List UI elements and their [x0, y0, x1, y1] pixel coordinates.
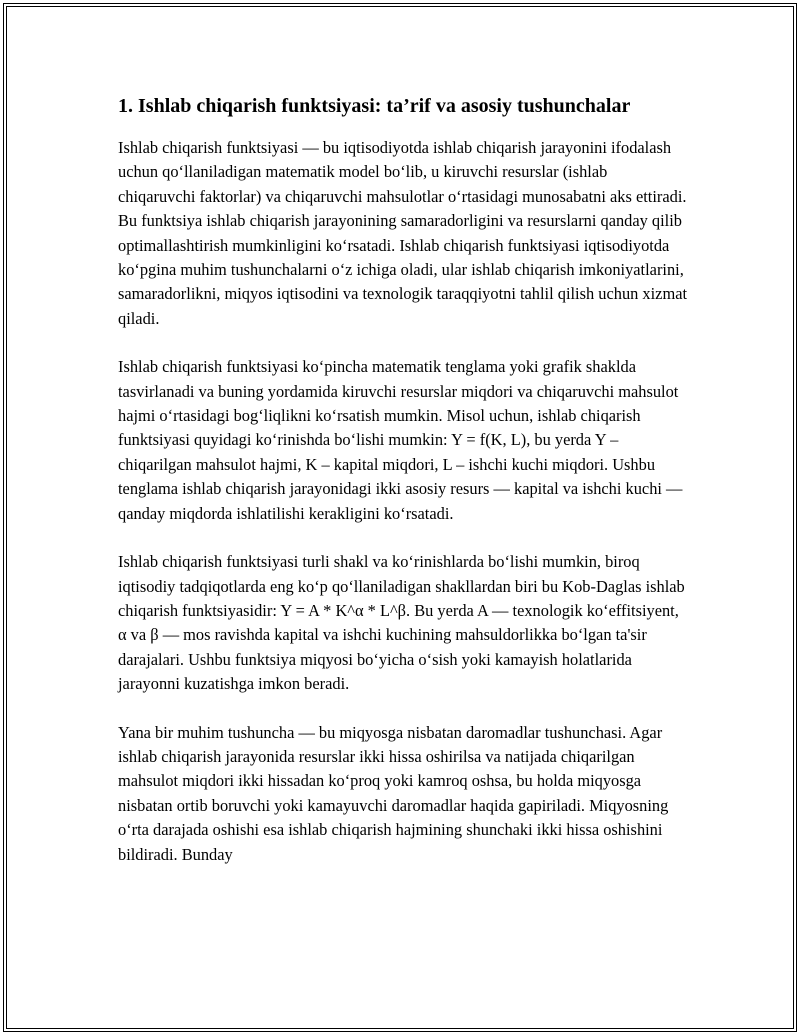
document-body	[118, 92, 688, 891]
paragraph-3: Ishlab chiqarish funktsiyasi turli shakl va ko‘rinishlarda bo‘lishi mumkin, biroq iqtisodiy tadqiqotlarda eng ko‘p qo‘llaniladigan shakllardan biri bu Kob-Daglas ishlab chiqarish funktsiyasidir: Y = A * K^α * L^β. Bu yerda A — texnologik ko‘effitsiyent, α va β — mos ravishda kapital va ishchi kuchining mahsuldorlikka bo‘lgan ta'sir darajalari. Ushbu funktsiya miqyosi bo‘yicha o‘sish yoki kamayish holatlarida jarayonni kuzatishga imkon beradi.	[118, 552, 685, 694]
section-heading: 1. Ishlab chiqarish funktsiyasi: ta’rif va asosiy tushunchalar	[118, 95, 631, 117]
paragraph-1: Ishlab chiqarish funktsiyasi — bu iqtisodiyotda ishlab chiqarish jarayonini ifodalash uchun qo‘llaniladigan matematik model bo‘lib, u kiruvchi resurslar (ishlab chiqaruvchi faktorlar) va chiqaruvchi mahsulotlar o‘rtasidagi munosabatni aks ettiradi. Bu funktsiya ishlab chiqarish jarayonining samaradorligini va resurslarni qanday qilib optimallashtirish mumkinligini ko‘rsatadi. Ishlab chiqarish funktsiyasi iqtisodiyotda ko‘pgina muhim tushunchalarni o‘z ichiga oladi, ular ishlab chiqarish imkoniyatlarini, samaradorlikni, miqyos iqtisodini va texnologik taraqqiyotni tahlil qilish uchun xizmat qiladi.	[118, 138, 688, 328]
paragraph-2: Ishlab chiqarish funktsiyasi ko‘pincha matematik tenglama yoki grafik shaklda tasvirlanadi va buning yordamida kiruvchi resurslar miqdori va chiqaruvchi mahsulot hajmi o‘rtasidagi bog‘liqlikni ko‘rsatish mumkin. Misol uchun, ishlab chiqarish funktsiyasi quyidagi ko‘rinishda bo‘lishi mumkin: Y = f(K, L), bu yerda Y – chiqarilgan mahsulot hajmi, K – kapital miqdori, L – ishchi kuchi miqdori. Ushbu tenglama ishlab chiqarish jarayonidagi ikki asosiy resurs — kapital va ishchi kuchi — qanday miqdorda ishlatilishi kerakligini ko‘rsatadi.	[118, 357, 683, 523]
paragraph-4: Yana bir muhim tushuncha — bu miqyosga nisbatan daromadlar tushunchasi. Agar ishlab chiqarish jarayonida resurslar ikki hissa oshirilsa va natijada chiqarilgan mahsulot miqdori ikki hissadan ko‘proq yoki kamroq oshsa, bu holda miqyosga nisbatan ortib boruvchi yoki kamayuvchi daromadlar haqida gapiriladi. Miqyosning o‘rta darajada oshishi esa ishlab chiqarish hajmining shunchaki ikki hissa oshishini bildiradi. Bunday	[118, 722, 669, 864]
